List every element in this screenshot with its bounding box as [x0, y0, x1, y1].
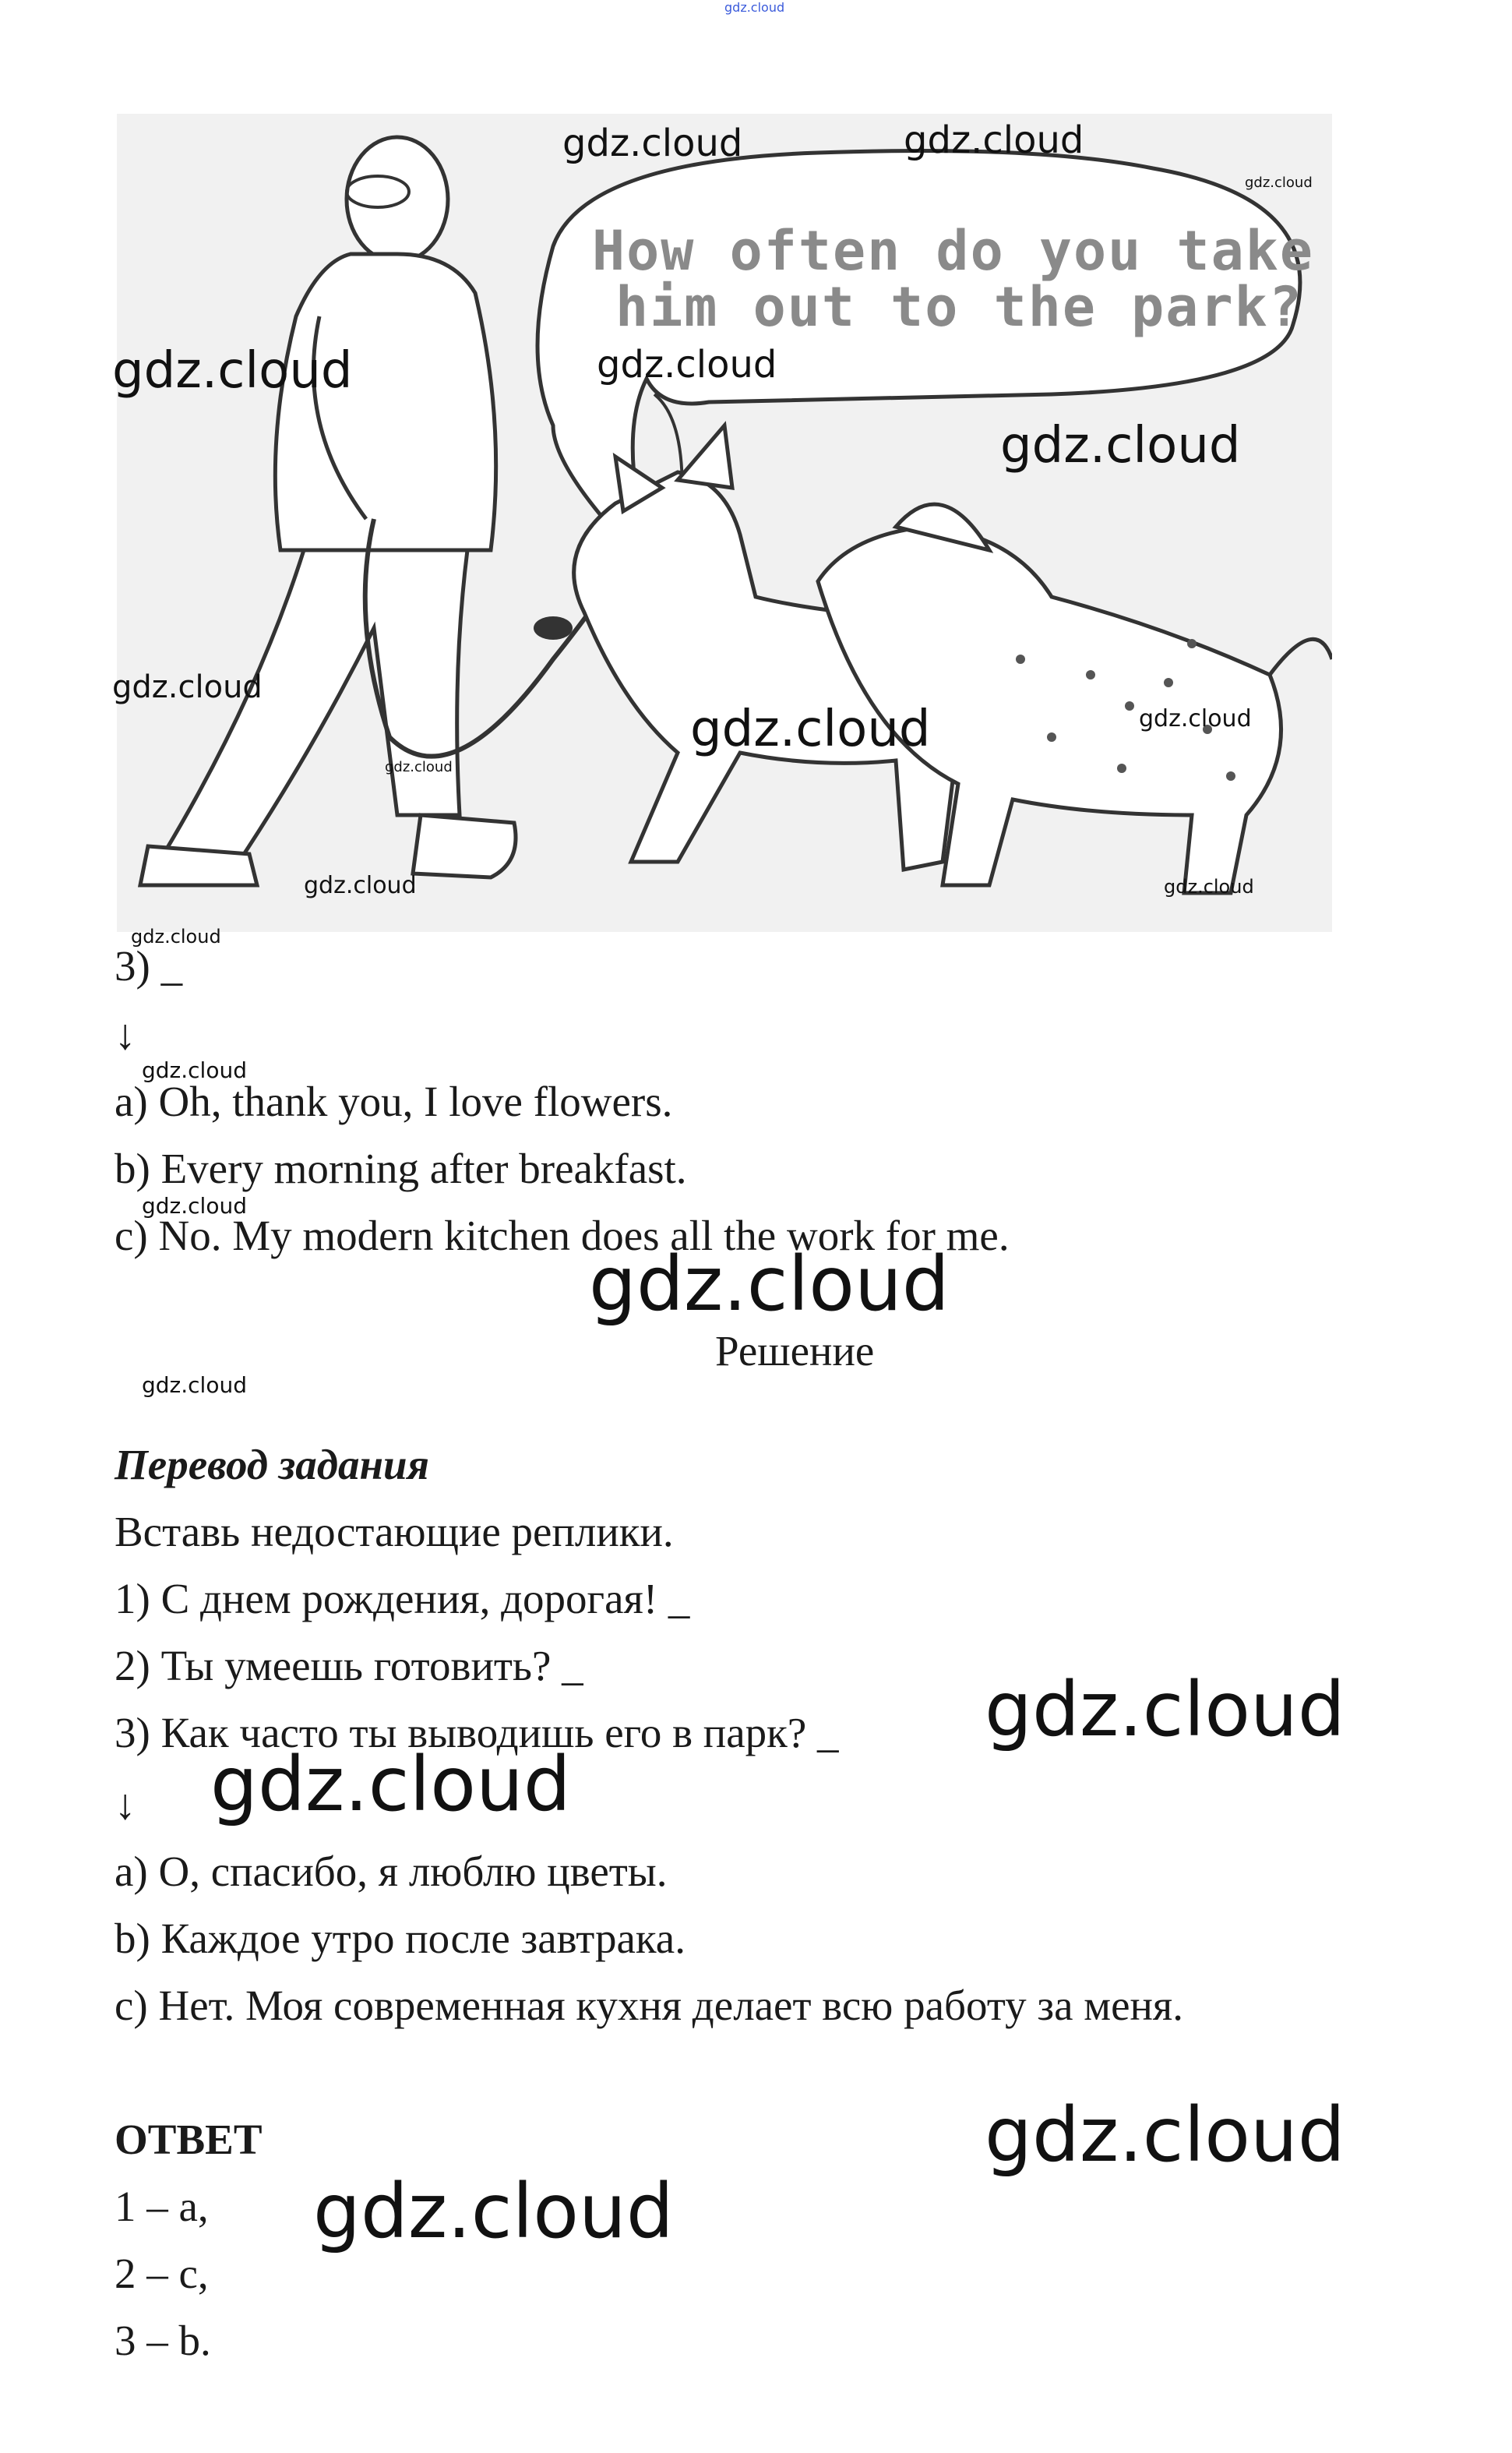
watermark: gdz.cloud — [690, 701, 931, 758]
solution-heading: Решение — [715, 1327, 875, 1375]
translation-instruction: Вставь недостающие реплики. — [115, 1508, 674, 1555]
task-option-c: c) No. My modern kitchen does all the work for me. — [115, 1212, 1010, 1259]
watermark: gdz.cloud — [385, 759, 453, 775]
task-option-a: a) Oh, thank you, I love flowers. — [115, 1078, 673, 1125]
illustration-drawing — [117, 114, 1332, 932]
answer-item-3: 3 – b. — [115, 2317, 211, 2364]
speech-bubble-line-2: him out to the park? — [615, 275, 1303, 339]
header-watermark: gdz.cloud — [724, 0, 785, 15]
watermark: gdz.cloud — [313, 2168, 674, 2255]
speech-bubble-line-1: How often do you take — [592, 219, 1315, 283]
translation-line-2: 2) Ты умеешь готовить? _ — [115, 1642, 583, 1689]
watermark: gdz.cloud — [304, 872, 417, 899]
watermark: gdz.cloud — [562, 122, 743, 165]
translation-line-3: 3) Как часто ты выводишь его в парк? _ — [115, 1709, 839, 1756]
watermark: gdz.cloud — [210, 1741, 571, 1828]
task-item-3: 3) _ — [115, 942, 183, 990]
watermark: gdz.cloud — [597, 343, 777, 386]
translation-option-c: c) Нет. Моя современная кухня делает всю работу за меня. — [115, 1982, 1183, 2029]
translation-arrow: ↓ — [115, 1781, 136, 1828]
watermark: gdz.cloud — [589, 1241, 950, 1328]
task-arrow: ↓ — [115, 1011, 136, 1058]
watermark: gdz.cloud — [112, 669, 263, 705]
watermark: gdz.cloud — [1000, 417, 1241, 475]
watermark: gdz.cloud — [1164, 876, 1254, 898]
watermark: gdz.cloud — [112, 342, 353, 400]
watermark: gdz.cloud — [904, 118, 1084, 162]
watermark: gdz.cloud — [142, 1057, 247, 1083]
watermark: gdz.cloud — [985, 2091, 1345, 2179]
watermark: gdz.cloud — [1245, 175, 1313, 191]
watermark: gdz.cloud — [985, 1666, 1345, 1753]
watermark: gdz.cloud — [131, 926, 221, 948]
answer-item-1: 1 – a, — [115, 2183, 209, 2230]
translation-line-1: 1) С днем рождения, дорогая! _ — [115, 1575, 690, 1622]
watermark: gdz.cloud — [1139, 705, 1252, 732]
answer-item-2: 2 – c, — [115, 2250, 209, 2297]
translation-option-b: b) Каждое утро после завтрака. — [115, 1915, 686, 1962]
watermark: gdz.cloud — [142, 1193, 247, 1219]
task-option-b: b) Every morning after breakfast. — [115, 1145, 687, 1192]
answer-title: ОТВЕТ — [115, 2116, 263, 2163]
watermark: gdz.cloud — [142, 1372, 247, 1398]
illustration-man-walking-dog — [117, 114, 1332, 932]
translation-option-a: a) О, спасибо, я люблю цветы. — [115, 1848, 668, 1895]
translation-title: Перевод задания — [115, 1441, 429, 1488]
